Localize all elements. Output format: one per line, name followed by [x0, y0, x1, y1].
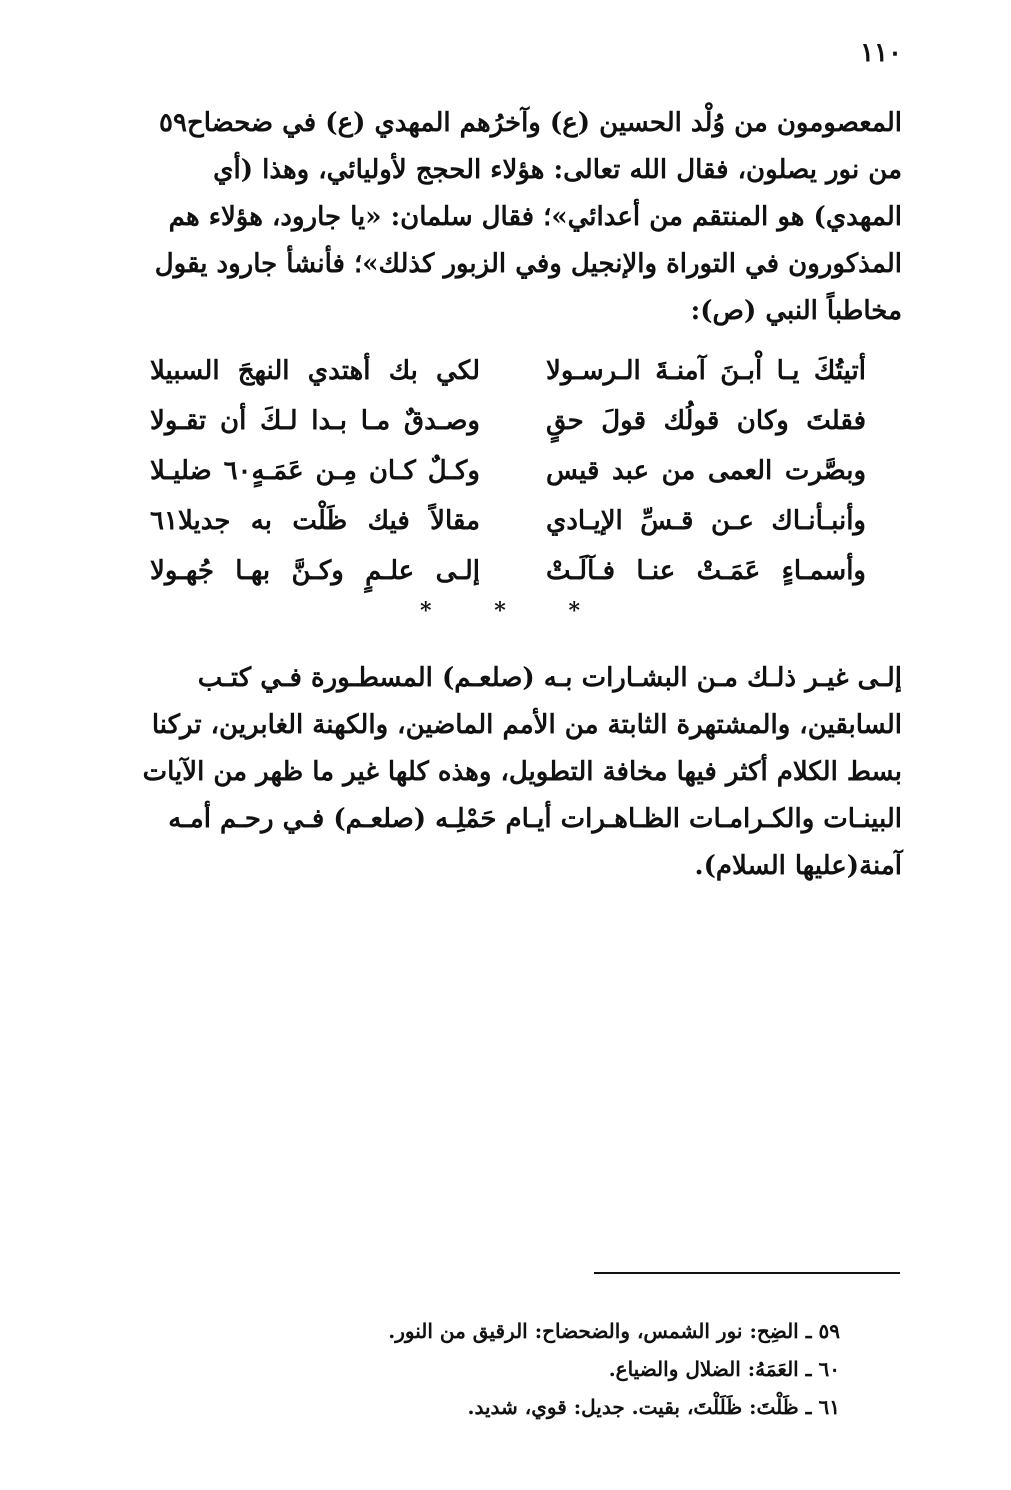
verse-first-hemistich: وأسمـاءٍ عَمَـتْ عنـا فـآلَـتْ	[546, 556, 866, 586]
verse-first-hemistich: فقلتَ وكان قولُك قولَ حقٍ	[546, 406, 866, 436]
verse-second-hemistich: وصـدقٌ مـا بـدا لـكَ أن تقـولا	[150, 406, 480, 436]
verse-row	[150, 496, 866, 546]
paragraph-line: إلـى غيـر ذلـك مـن البشـارات بـه (صلعـم) المسطـورة فـي كتـب	[197, 663, 902, 693]
section-separator	[420, 598, 580, 624]
verse-second-hemistich: مقالاً فيك ظَلْت به جديلا٦١	[150, 506, 480, 536]
verse-first-hemistich: وبصَّرت العمى من عبد قيس	[546, 456, 866, 486]
verse-second-hemistich: إلـى علـمٍ وكـنَّ بهـا جُهـولا	[150, 556, 480, 586]
paragraph-line: آمنة(عليها السلام).	[694, 851, 902, 881]
verse-first-hemistich: وأنبـأنـاك عـن قـسِّ الإيـادي	[546, 506, 866, 536]
paragraph-line: من نور يصلون، فقال الله تعالى: هؤلاء الحجج لأوليائي، وهذا (أي	[213, 155, 902, 185]
paragraph-line: السابقين، والمشتهرة الثابتة من الأمم الماضين، والكهنة الغابرين، تركنا	[151, 710, 902, 740]
footnote-61: ٦١ ـ ظَلْتَ: ظَلَلْتَ، بقيت. جديل: قوي، شديد.	[467, 1395, 840, 1419]
separator-star: *	[494, 598, 506, 624]
paragraph-line: المذكورون في التوراة والإنجيل وفي الزبور كذلك»؛ فأنشأ جارود يقول	[154, 249, 902, 279]
paragraph-2	[108, 655, 902, 890]
separator-star: *	[420, 598, 432, 624]
footnote-divider	[594, 1272, 900, 1274]
paragraph-line: بسط الكلام أكثر فيها مخافة التطويل، وهذه كلها غير ما ظهر من الآيات	[142, 757, 902, 787]
verse-row	[150, 346, 866, 396]
paragraph-1	[108, 100, 902, 335]
footnote-60: ٦٠ ـ العَمَهُ: الضلال والضياع.	[608, 1357, 840, 1381]
poem	[150, 346, 866, 596]
verse-row	[150, 546, 866, 596]
paragraph-line: المعصومون من وُلْد الحسين (ع) وآخرُهم المهدي (ع) في ضحضاح٥٩	[159, 108, 902, 138]
paragraph-line: مخاطباً النبي (ص):	[690, 296, 902, 326]
page-number: ١١٠	[860, 38, 902, 68]
separator-star: *	[568, 598, 580, 624]
verse-first-hemistich: أتيتُكَ يـا اْبـنَ آمنـةَ الـرسـولا	[546, 356, 866, 386]
verse-second-hemistich: لكي بك أهتدي النهجَ السبيلا	[150, 356, 480, 386]
footnote-59: ٥٩ ـ الضِح: نور الشمس، والضحضاح: الرقيق من النور.	[388, 1319, 840, 1343]
footnotes	[300, 1312, 840, 1426]
paragraph-line: البينـات والكـرامـات الظـاهـرات أيـام حَمْلِـه (صلعـم) فـي رحـم أمـه	[168, 804, 902, 834]
verse-second-hemistich: وكـلٌ كـان مِـن عَمَـهٍ٦٠ ضليـلا	[150, 456, 480, 486]
verse-row	[150, 446, 866, 496]
verse-row	[150, 396, 866, 446]
paragraph-line: المهدي) هو المنتقم من أعدائي»؛ فقال سلمان: «يا جارود، هؤلاء هم	[168, 202, 902, 232]
